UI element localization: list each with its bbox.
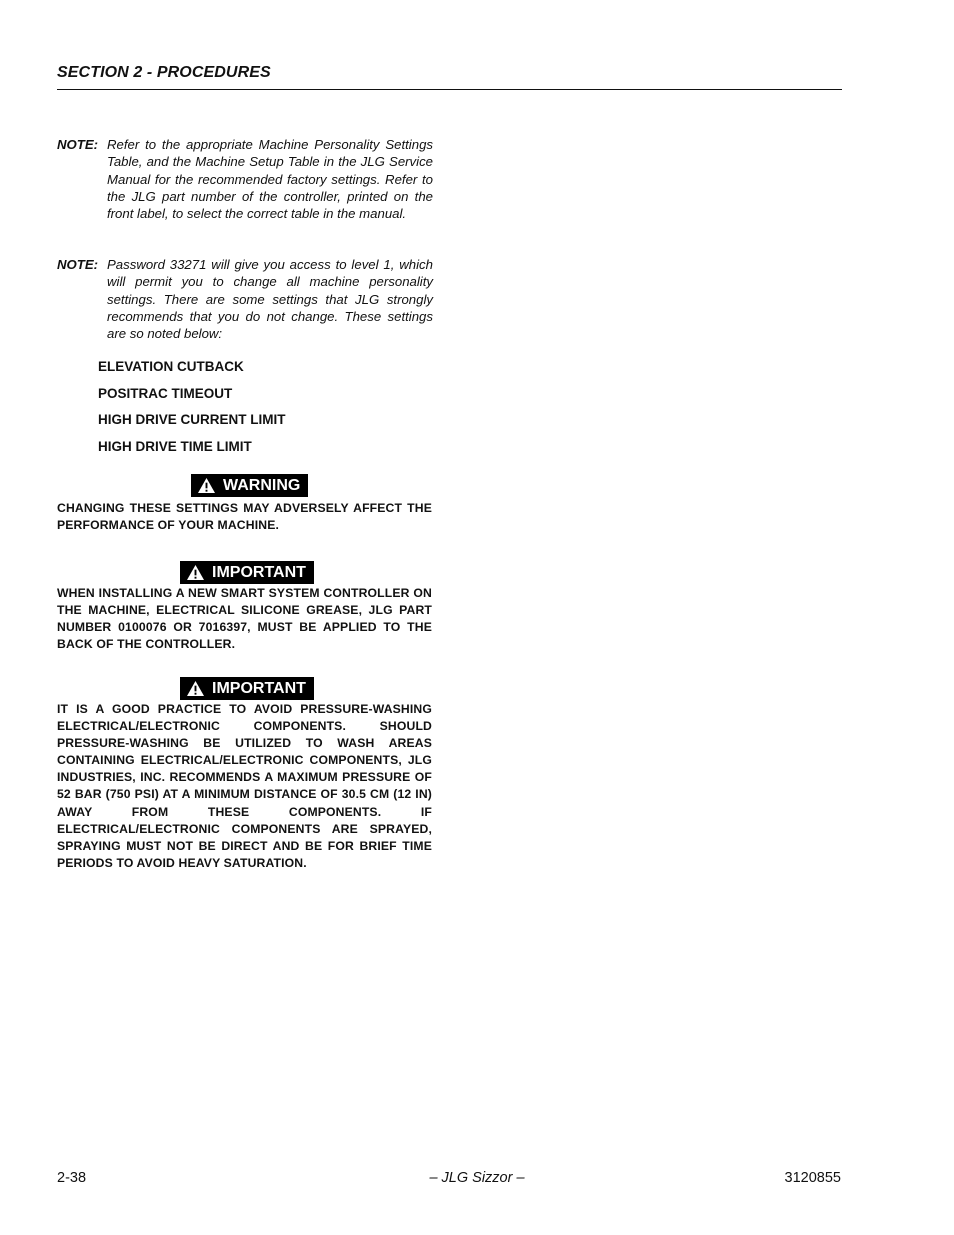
setting-elevation-cutback: ELEVATION CUTBACK (98, 359, 244, 374)
warning-triangle-icon (186, 680, 205, 697)
important-text-1: WHEN INSTALLING A NEW SMART SYSTEM CONTROLLER ON THE MACHINE, ELECTRICAL SILICONE GREASE, JLG PART NUMBER 0100076 OR 7016397, MUST BE APPLIED TO THE BACK OF THE CONTROLLER. (57, 586, 432, 652)
header-rule (57, 89, 842, 90)
section-title: SECTION 2 - PROCEDURES (57, 64, 271, 81)
warning-badge (191, 474, 308, 497)
note-label: NOTE: (57, 257, 99, 272)
note-label: NOTE: (57, 137, 99, 152)
footer-page-number: 2-38 (57, 1170, 87, 1186)
note-2 (57, 256, 433, 342)
setting-positrac-timeout: POSITRAC TIMEOUT (98, 386, 233, 401)
important-label: IMPORTANT (212, 680, 306, 697)
important-badge-2 (180, 677, 314, 700)
important-label: IMPORTANT (212, 564, 306, 581)
footer-title: – JLG Sizzor – (429, 1170, 525, 1186)
note-text: Refer to the appropriate Machine Personality Settings Table, and the Machine Setup Table in the JLG Service Manual for the recommended factory settings. Refer to the JLG part number of the controller, printed on the front label, to select the correct table in the manual. (107, 137, 433, 222)
footer-doc-number: 3120855 (784, 1170, 841, 1186)
warning-label: WARNING (223, 477, 301, 494)
important-text-2: IT IS A GOOD PRACTICE TO AVOID PRESSURE-WASHING ELECTRICAL/ELECTRONIC COMPONENTS. SHOULD PRESSURE-WASHING BE UTILIZED TO WASH AREAS CONTAINING ELECTRICAL/ELECTRONIC COMPONENTS, JLG INDUSTRIES, INC. RECOMMENDS A MAXIMUM PRESSURE OF 52 BAR (750 PSI) AT A MINIMUM DISTANCE OF 30.5 CM (12 IN) AWAY FROM THESE COMPONENTS. IF ELECTRICAL/ELECTRONIC COMPONENTS ARE SPRAYED, SPRAYING MUST NOT BE DIRECT AND BE FOR BRIEF TIME PERIODS TO AVOID HEAVY SATURATION. (57, 702, 432, 870)
warning-text: CHANGING THESE SETTINGS MAY ADVERSELY AFFECT THE PERFORMANCE OF YOUR MACHINE. (57, 501, 432, 533)
warning-triangle-icon (197, 477, 216, 494)
note-text: Password 33271 will give you access to level 1, which will permit you to change all machine personality settings. There are some settings that JLG strongly recommends that you do not change. These settings are so noted below: (107, 257, 433, 342)
note-1 (57, 136, 433, 222)
setting-high-drive-time-limit: HIGH DRIVE TIME LIMIT (98, 439, 252, 454)
setting-high-drive-current-limit: HIGH DRIVE CURRENT LIMIT (98, 412, 286, 427)
warning-triangle-icon (186, 564, 205, 581)
important-badge-1 (180, 561, 314, 584)
